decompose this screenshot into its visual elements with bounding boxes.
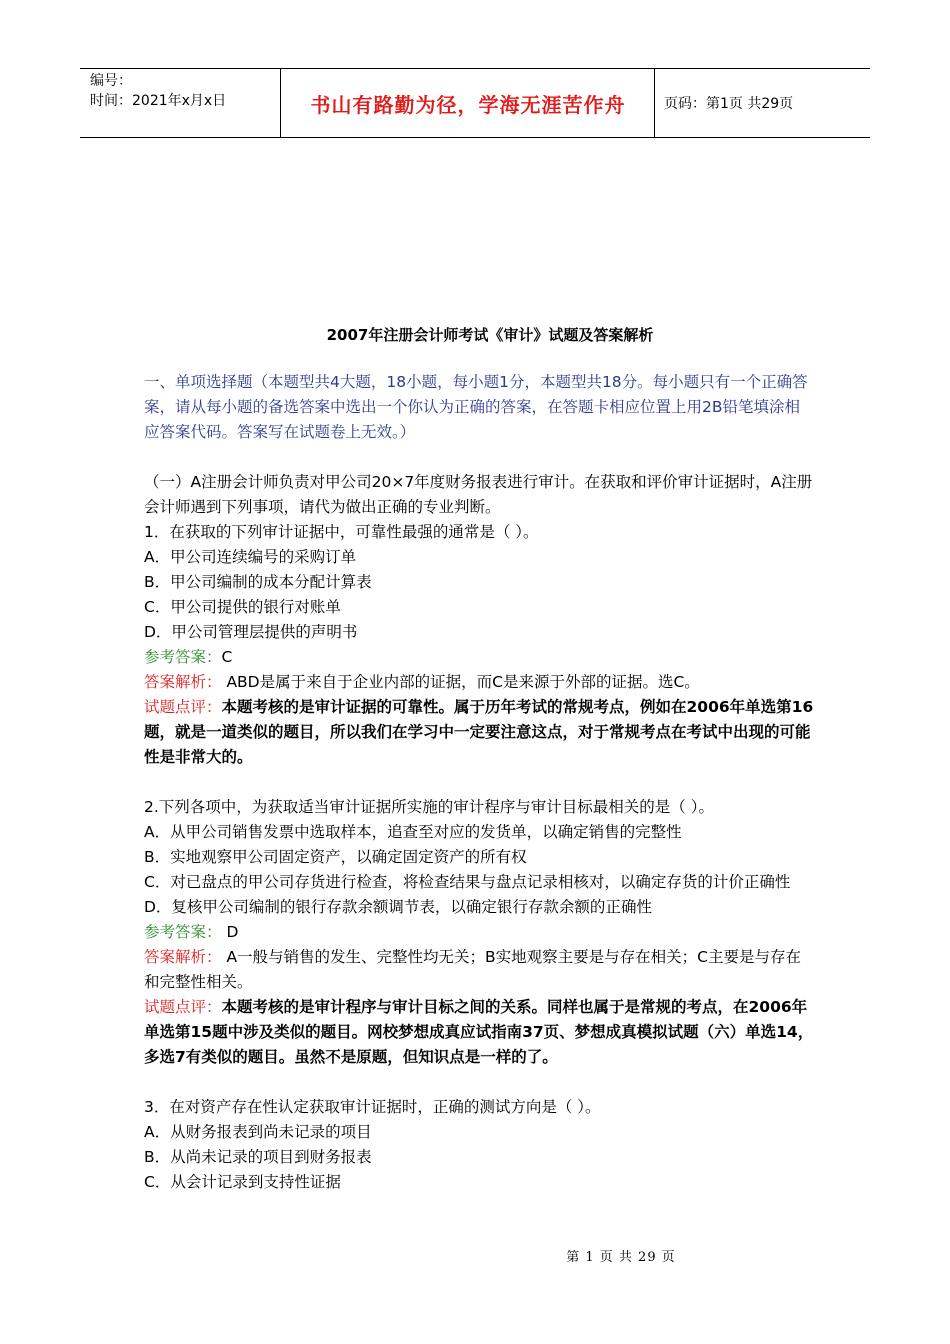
analysis-label: 答案解析：	[144, 948, 222, 966]
analysis-line	[144, 945, 814, 995]
analysis-label: 答案解析：	[144, 673, 222, 691]
analysis-line	[144, 670, 814, 695]
option: B．从尚未记录的项目到财务报表	[144, 1148, 372, 1166]
answer-line	[144, 645, 814, 670]
time-label: 时间：2021年x月x日	[90, 93, 227, 109]
page-info: 页码：第1页 共29页	[664, 96, 794, 112]
option: B．甲公司编制的成本分配计算表	[144, 573, 372, 591]
comment-label: 试题点评：	[144, 998, 222, 1016]
answer-line	[144, 920, 814, 945]
group-intro: （一）A注册会计师负责对甲公司20×7年度财务报表进行审计。在获取和评价审计证据时，A注册会计师遇到下列事项，请代为做出正确的专业判断。	[144, 473, 813, 516]
comment-text: 本题考核的是审计程序与审计目标之间的关系。同样也属于是常规的考点，在2006年单选第15题中涉及类似的题目。网校梦想成真应试指南37页、梦想成真模拟试题（六）单选14，多选7有类似的题目。虽然不是原题，但知识点是一样的了。	[144, 998, 814, 1066]
answer-label: 参考答案：	[144, 648, 222, 666]
comment-line	[144, 695, 814, 770]
motto: 书山有路勤为径，学海无涯苦作舟	[282, 69, 655, 137]
header-table	[80, 68, 870, 138]
comment-line	[144, 995, 814, 1070]
page-footer: 第 1 页 共 29 页	[566, 1250, 676, 1265]
question-stem: 3．在对资产存在性认定获取审计证据时，正确的测试方向是（ ）。	[144, 1098, 601, 1116]
answer-value: C	[221, 648, 233, 666]
answer-label: 参考答案：	[144, 923, 222, 941]
option: A．从财务报表到尚未记录的项目	[144, 1123, 372, 1141]
option: C．从会计记录到支持性证据	[144, 1173, 341, 1191]
option: A．甲公司连续编号的采购订单	[144, 548, 357, 566]
comment-label: 试题点评：	[144, 698, 222, 716]
option: A．从甲公司销售发票中选取样本，追查至对应的发货单，以确定销售的完整性	[144, 823, 682, 841]
comment-text: 本题考核的是审计证据的可靠性。属于历年考试的常规考点，例如在2006年单选第16题，就是一道类似的题目，所以我们在学习中一定要注意这点，对于常规考点在考试中出现的可能性是非常大的。	[144, 698, 814, 766]
section-intro: 一、单项选择题（本题型共4大题，18小题，每小题1分，本题型共18分。每小题只有一个正确答案，请从每小题的备选答案中选出一个你认为正确的答案，在答题卡相应位置上用2B铅笔填涂相应答案代码。答案写在试题卷上无效。）	[144, 373, 808, 441]
question-stem: 2.下列各项中，为获取适当审计证据所实施的审计程序与审计目标最相关的是（ ）。	[144, 798, 714, 816]
document-title: 2007年注册会计师考试《审计》试题及答案解析	[326, 326, 654, 344]
option: D．复核甲公司编制的银行存款余额调节表，以确定银行存款余额的正确性	[144, 898, 652, 916]
option: B．实地观察甲公司固定资产，以确定固定资产的所有权	[144, 848, 527, 866]
question-stem: 1．在获取的下列审计证据中，可靠性最强的通常是（ ）。	[144, 523, 539, 541]
number-label: 编号：	[90, 73, 132, 89]
header-meta-cell	[80, 69, 281, 137]
option: C．甲公司提供的银行对账单	[144, 598, 341, 616]
document-body	[144, 370, 814, 1195]
option: C．对已盘点的甲公司存货进行检查，将检查结果与盘点记录相核对，以确定存货的计价正确性	[144, 873, 791, 891]
option: D．甲公司管理层提供的声明书	[144, 623, 358, 641]
analysis-text: ABD是属于来自于企业内部的证据，而C是来源于外部的证据。选C。	[221, 673, 700, 691]
answer-value: D	[221, 923, 239, 941]
analysis-text: A一般与销售的发生、完整性均无关；B实地观察主要是与存在相关；C主要是与存在和完整性相关。	[144, 948, 802, 991]
